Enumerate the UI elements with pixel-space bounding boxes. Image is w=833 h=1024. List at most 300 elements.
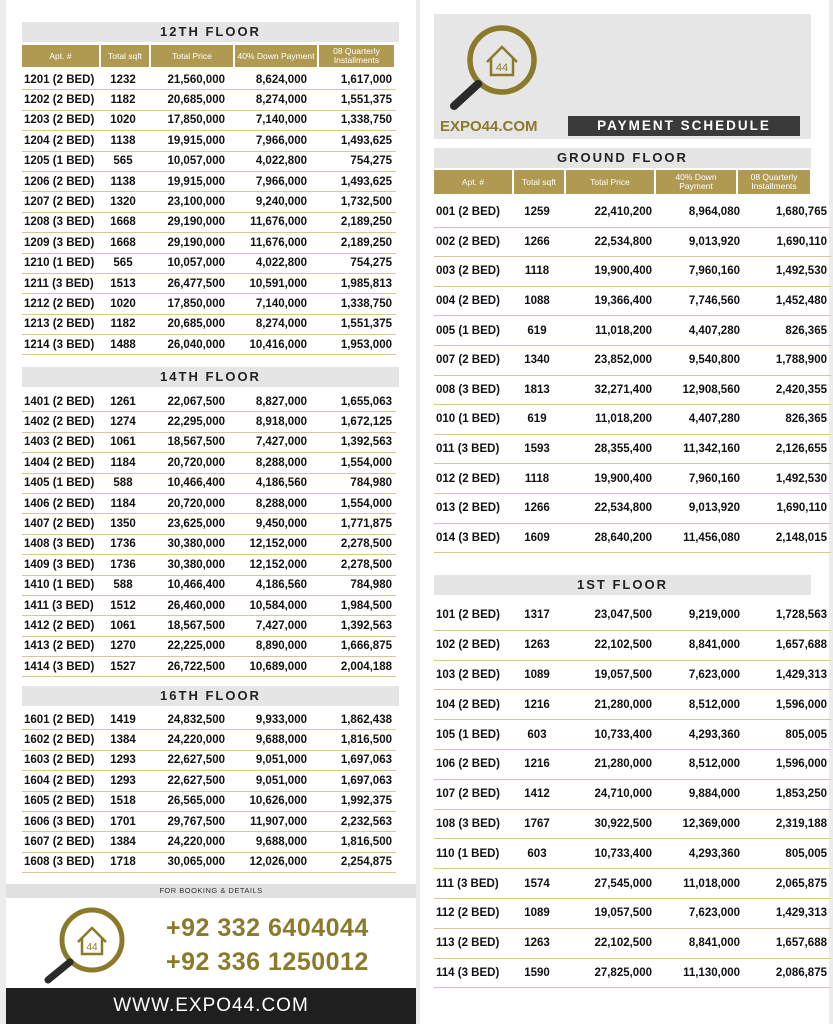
total-sqft-cell: 1266	[524, 502, 550, 515]
quarterly-installment-cell: 2,278,500	[340, 558, 392, 571]
apt-number-cell: 110 (1 BED)	[436, 847, 500, 860]
apt-number-cell: 1206 (2 BED)	[24, 175, 95, 188]
table-row	[434, 869, 831, 899]
total-sqft-cell: 1263	[524, 639, 550, 652]
quarterly-installment-cell: 805,005	[785, 847, 827, 860]
total-price-cell: 22,410,200	[594, 206, 652, 219]
quarterly-installment-cell: 754,275	[350, 257, 392, 270]
down-payment-cell: 7,966,000	[255, 134, 307, 147]
table-row	[434, 376, 831, 406]
table-row	[22, 90, 396, 110]
total-sqft-cell: 1263	[524, 937, 550, 950]
quarterly-installment-cell: 1,816,500	[340, 734, 392, 747]
quarterly-installment-cell: 1,551,375	[340, 318, 392, 331]
table-row	[434, 959, 831, 989]
phone-number-1[interactable]: +92 332 6404044	[166, 914, 369, 942]
total-sqft-cell: 588	[113, 579, 133, 592]
down-payment-cell: 8,964,080	[688, 206, 740, 219]
table-row	[22, 853, 396, 873]
total-sqft-cell: 1138	[110, 175, 136, 188]
total-sqft-cell: 1270	[110, 640, 136, 653]
down-payment-cell: 11,456,080	[683, 531, 740, 544]
apt-number-cell: 1410 (1 BED)	[24, 579, 95, 592]
table-row	[22, 576, 396, 596]
apt-number-cell: 014 (3 BED)	[436, 531, 500, 544]
total-sqft-cell: 1089	[524, 907, 550, 920]
total-price-cell: 20,685,000	[167, 94, 225, 107]
header-total-price: Total Price	[566, 170, 654, 194]
total-sqft-cell: 1419	[110, 713, 136, 726]
svg-text:44: 44	[495, 62, 509, 74]
apt-number-cell: 112 (2 BED)	[436, 907, 500, 920]
apt-number-cell: 104 (2 BED)	[436, 698, 500, 711]
total-sqft-cell: 1350	[110, 518, 136, 531]
table-row	[434, 601, 831, 631]
quarterly-installment-cell: 1,984,500	[340, 599, 392, 612]
table-row	[22, 213, 396, 233]
down-payment-cell: 7,960,160	[688, 472, 740, 485]
table-row	[434, 929, 831, 959]
total-sqft-cell: 1182	[110, 318, 136, 331]
apt-number-cell: 111 (3 BED)	[436, 877, 499, 890]
total-sqft-cell: 1061	[110, 436, 136, 449]
apt-number-cell: 1212 (2 BED)	[24, 297, 95, 310]
floor-title-12th: 12TH FLOOR	[22, 22, 399, 42]
quarterly-installment-cell: 2,278,500	[340, 538, 392, 551]
total-price-cell: 21,280,000	[594, 698, 652, 711]
quarterly-installment-cell: 1,697,063	[340, 754, 392, 767]
total-sqft-cell: 1266	[524, 235, 550, 248]
total-sqft-cell: 565	[113, 257, 133, 270]
apt-number-cell: 008 (3 BED)	[436, 383, 500, 396]
total-sqft-cell: 1118	[524, 265, 550, 278]
quarterly-installment-cell: 1,862,438	[340, 713, 392, 726]
table-row	[434, 524, 831, 554]
total-sqft-cell: 588	[113, 477, 133, 490]
down-payment-cell: 4,293,360	[688, 728, 740, 741]
table-row	[22, 596, 396, 616]
apt-number-cell: 1405 (1 BED)	[24, 477, 95, 490]
apt-number-cell: 011 (3 BED)	[436, 443, 500, 456]
total-sqft-cell: 1590	[524, 966, 550, 979]
total-price-cell: 24,710,000	[594, 788, 652, 801]
down-payment-cell: 10,416,000	[249, 338, 307, 351]
total-sqft-cell: 1259	[524, 206, 550, 219]
apt-number-cell: 1607 (2 BED)	[24, 836, 95, 849]
apt-number-cell: 101 (2 BED)	[436, 609, 500, 622]
apt-number-cell: 1605 (2 BED)	[24, 795, 95, 808]
apt-number-cell: 003 (2 BED)	[436, 265, 500, 278]
down-payment-cell: 8,890,000	[255, 640, 307, 653]
apt-number-cell: 1414 (3 BED)	[24, 660, 95, 673]
total-price-cell: 23,100,000	[167, 196, 225, 209]
total-price-cell: 29,190,000	[167, 236, 225, 249]
total-sqft-cell: 1340	[524, 354, 550, 367]
total-sqft-cell: 1274	[110, 416, 136, 429]
quarterly-installment-cell: 1,392,563	[340, 619, 392, 632]
quarterly-installment-cell: 1,697,063	[340, 774, 392, 787]
apt-number-cell: 103 (2 BED)	[436, 668, 500, 681]
total-sqft-cell: 1088	[524, 295, 550, 308]
total-sqft-cell: 1182	[110, 94, 136, 107]
total-sqft-cell: 1138	[110, 134, 136, 147]
apt-number-cell: 113 (2 BED)	[436, 937, 500, 950]
table-row	[22, 172, 396, 192]
total-price-cell: 22,627,500	[167, 754, 225, 767]
down-payment-cell: 9,450,000	[255, 518, 307, 531]
total-sqft-cell: 1232	[110, 73, 136, 86]
apt-number-cell: 1409 (3 BED)	[24, 558, 95, 571]
total-price-cell: 20,720,000	[167, 497, 225, 510]
website-link[interactable]: WWW.EXPO44.COM	[6, 988, 416, 1024]
total-price-cell: 22,534,800	[594, 235, 652, 248]
phone-number-2[interactable]: +92 336 1250012	[166, 948, 369, 976]
apt-number-cell: 002 (2 BED)	[436, 235, 500, 248]
down-payment-cell: 11,018,000	[683, 877, 740, 890]
apt-number-cell: 1203 (2 BED)	[24, 114, 95, 127]
down-payment-cell: 9,051,000	[255, 774, 307, 787]
table-row	[22, 392, 396, 412]
total-price-cell: 11,018,200	[595, 324, 652, 337]
total-sqft-cell: 1216	[524, 758, 550, 771]
total-price-cell: 22,295,000	[167, 416, 225, 429]
total-sqft-cell: 1813	[524, 383, 550, 396]
apt-number-cell: 1403 (2 BED)	[24, 436, 95, 449]
quarterly-installment-cell: 1,853,250	[775, 788, 827, 801]
total-price-cell: 19,057,500	[594, 907, 652, 920]
table-row	[22, 514, 396, 534]
header-installments: 08 Quarterly Installments	[738, 170, 810, 194]
down-payment-cell: 11,676,000	[250, 216, 307, 229]
total-sqft-cell: 1593	[524, 443, 550, 456]
table-row	[22, 233, 396, 253]
quarterly-installment-cell: 1,771,875	[340, 518, 392, 531]
floor-title-1st: 1ST FLOOR	[434, 575, 811, 595]
table-row	[434, 720, 831, 750]
table-row	[22, 335, 396, 355]
total-price-cell: 19,900,400	[594, 265, 652, 278]
apt-number-cell: 004 (2 BED)	[436, 295, 500, 308]
table-row	[434, 257, 831, 287]
quarterly-installment-cell: 1,429,313	[775, 907, 827, 920]
total-price-cell: 30,065,000	[167, 856, 225, 869]
total-sqft-cell: 1736	[110, 538, 136, 551]
quarterly-installment-cell: 2,189,250	[340, 236, 392, 249]
quarterly-installment-cell: 2,065,875	[775, 877, 827, 890]
total-sqft-cell: 1061	[110, 619, 136, 632]
table-row	[22, 771, 396, 791]
total-price-cell: 27,545,000	[594, 877, 652, 890]
total-price-cell: 24,832,500	[167, 713, 225, 726]
table-row	[22, 474, 396, 494]
down-payment-cell: 12,152,000	[249, 538, 307, 551]
total-price-cell: 10,466,400	[167, 477, 225, 490]
quarterly-installment-cell: 1,554,000	[340, 456, 392, 469]
down-payment-cell: 12,908,560	[682, 383, 740, 396]
quarterly-installment-cell: 1,492,530	[775, 472, 827, 485]
total-sqft-cell: 603	[527, 728, 547, 741]
down-payment-cell: 9,240,000	[255, 196, 307, 209]
table-row	[22, 152, 396, 172]
table-row	[22, 494, 396, 514]
quarterly-installment-cell: 826,365	[785, 413, 827, 426]
total-sqft-cell: 1574	[524, 877, 550, 890]
table-row	[434, 198, 831, 228]
down-payment-cell: 8,288,000	[255, 456, 307, 469]
rows-12th-floor	[22, 70, 396, 355]
total-price-cell: 30,380,000	[167, 538, 225, 551]
table-row	[434, 810, 831, 840]
table-header-12th	[22, 45, 394, 67]
down-payment-cell: 7,427,000	[255, 436, 307, 449]
down-payment-cell: 10,626,000	[249, 795, 307, 808]
down-payment-cell: 7,140,000	[255, 114, 307, 127]
total-price-cell: 11,018,200	[595, 413, 652, 426]
quarterly-installment-cell: 784,980	[350, 477, 392, 490]
table-row	[22, 70, 396, 90]
table-row	[434, 435, 831, 465]
total-sqft-cell: 619	[527, 324, 547, 337]
table-row	[434, 690, 831, 720]
total-price-cell: 19,057,500	[594, 668, 652, 681]
down-payment-cell: 12,369,000	[682, 817, 740, 830]
right-price-list	[420, 0, 829, 1024]
apt-number-cell: 1407 (2 BED)	[24, 518, 95, 531]
total-sqft-cell: 1089	[524, 668, 550, 681]
header-apt: Apt. #	[434, 170, 512, 194]
quarterly-installment-cell: 1,554,000	[340, 497, 392, 510]
apt-number-cell: 1208 (3 BED)	[24, 216, 95, 229]
total-sqft-cell: 1320	[110, 196, 136, 209]
total-sqft-cell: 1293	[110, 774, 136, 787]
total-price-cell: 21,560,000	[167, 73, 225, 86]
table-row	[434, 839, 831, 869]
quarterly-installment-cell: 2,232,563	[340, 815, 392, 828]
down-payment-cell: 9,540,800	[688, 354, 740, 367]
quarterly-installment-cell: 1,985,813	[340, 277, 392, 290]
total-sqft-cell: 1518	[110, 795, 136, 808]
down-payment-cell: 11,342,160	[683, 443, 740, 456]
down-payment-cell: 4,293,360	[688, 847, 740, 860]
table-row	[22, 433, 396, 453]
total-price-cell: 22,102,500	[594, 937, 652, 950]
rows-14th-floor	[22, 392, 396, 677]
table-row	[22, 111, 396, 131]
total-price-cell: 10,733,400	[594, 728, 652, 741]
quarterly-installment-cell: 1,452,480	[775, 295, 827, 308]
header-down-payment: 40% Down Payment	[235, 45, 317, 67]
header-down-payment: 40% Down Payment	[656, 170, 736, 194]
total-price-cell: 22,225,000	[167, 640, 225, 653]
table-row	[22, 294, 396, 314]
quarterly-installment-cell: 784,980	[350, 579, 392, 592]
quarterly-installment-cell: 1,666,875	[340, 640, 392, 653]
total-price-cell: 26,040,000	[167, 338, 225, 351]
rows-1st-floor	[434, 601, 831, 988]
apt-number-cell: 1602 (2 BED)	[24, 734, 95, 747]
total-price-cell: 19,366,400	[594, 295, 652, 308]
down-payment-cell: 7,623,000	[688, 668, 740, 681]
total-sqft-cell: 1701	[110, 815, 136, 828]
table-row	[22, 412, 396, 432]
total-sqft-cell: 1488	[110, 338, 136, 351]
down-payment-cell: 8,274,000	[255, 318, 307, 331]
total-sqft-cell: 1527	[110, 660, 136, 673]
apt-number-cell: 108 (3 BED)	[436, 817, 500, 830]
apt-number-cell: 005 (1 BED)	[436, 324, 500, 337]
total-price-cell: 32,271,400	[594, 383, 652, 396]
total-price-cell: 29,190,000	[167, 216, 225, 229]
apt-number-cell: 1213 (2 BED)	[24, 318, 95, 331]
header-installments: 08 Quarterly Installments	[319, 45, 394, 67]
total-price-cell: 23,047,500	[594, 609, 652, 622]
down-payment-cell: 11,676,000	[250, 236, 307, 249]
down-payment-cell: 8,512,000	[688, 698, 740, 711]
apt-number-cell: 1205 (1 BED)	[24, 155, 95, 168]
down-payment-cell: 9,051,000	[255, 754, 307, 767]
svg-text:44: 44	[86, 942, 98, 953]
quarterly-installment-cell: 1,690,110	[776, 235, 827, 248]
total-price-cell: 10,057,000	[167, 155, 225, 168]
apt-number-cell: 1201 (2 BED)	[24, 73, 95, 86]
quarterly-installment-cell: 1,492,530	[775, 265, 827, 278]
total-price-cell: 22,534,800	[594, 502, 652, 515]
apt-number-cell: 1204 (2 BED)	[24, 134, 95, 147]
quarterly-installment-cell: 2,254,875	[340, 856, 392, 869]
down-payment-cell: 12,026,000	[249, 856, 307, 869]
total-sqft-cell: 619	[527, 413, 547, 426]
total-price-cell: 10,733,400	[594, 847, 652, 860]
total-sqft-cell: 1317	[524, 609, 550, 622]
quarterly-installment-cell: 805,005	[785, 728, 827, 741]
total-price-cell: 22,102,500	[594, 639, 652, 652]
table-row	[22, 274, 396, 294]
apt-number-cell: 1601 (2 BED)	[24, 713, 95, 726]
total-sqft-cell: 1184	[110, 497, 136, 510]
total-sqft-cell: 1668	[110, 236, 136, 249]
down-payment-cell: 10,591,000	[249, 277, 307, 290]
apt-number-cell: 107 (2 BED)	[436, 788, 500, 801]
down-payment-cell: 11,130,000	[683, 966, 740, 979]
quarterly-installment-cell: 2,319,188	[775, 817, 827, 830]
total-price-cell: 20,720,000	[167, 456, 225, 469]
down-payment-cell: 4,186,560	[255, 477, 307, 490]
header-sqft: Total sqft	[101, 45, 149, 67]
down-payment-cell: 12,152,000	[249, 558, 307, 571]
total-price-cell: 27,825,000	[594, 966, 652, 979]
quarterly-installment-cell: 1,392,563	[340, 436, 392, 449]
quarterly-installment-cell: 1,788,900	[775, 354, 827, 367]
total-price-cell: 22,067,500	[167, 395, 225, 408]
total-price-cell: 24,220,000	[167, 734, 225, 747]
apt-number-cell: 1210 (1 BED)	[24, 257, 95, 270]
down-payment-cell: 7,966,000	[255, 175, 307, 188]
total-sqft-cell: 1020	[110, 114, 136, 127]
total-sqft-cell: 1261	[110, 395, 136, 408]
down-payment-cell: 9,013,920	[688, 235, 740, 248]
table-header-ground	[434, 170, 810, 194]
down-payment-cell: 8,288,000	[255, 497, 307, 510]
floor-title-16th: 16TH FLOOR	[22, 686, 399, 706]
total-price-cell: 24,220,000	[167, 836, 225, 849]
down-payment-cell: 11,907,000	[250, 815, 307, 828]
apt-number-cell: 1408 (3 BED)	[24, 538, 95, 551]
down-payment-cell: 8,624,000	[255, 73, 307, 86]
apt-number-cell: 1211 (3 BED)	[24, 277, 94, 290]
quarterly-installment-cell: 1,728,563	[775, 609, 827, 622]
total-price-cell: 19,915,000	[167, 175, 225, 188]
quarterly-installment-cell: 1,493,625	[340, 175, 392, 188]
total-sqft-cell: 1513	[110, 277, 136, 290]
quarterly-installment-cell: 1,429,313	[775, 668, 827, 681]
table-row	[22, 751, 396, 771]
down-payment-cell: 9,688,000	[255, 836, 307, 849]
apt-number-cell: 1202 (2 BED)	[24, 94, 95, 107]
total-price-cell: 23,625,000	[167, 518, 225, 531]
down-payment-cell: 10,689,000	[249, 660, 307, 673]
quarterly-installment-cell: 2,086,875	[775, 966, 827, 979]
table-row	[22, 792, 396, 812]
table-row	[22, 315, 396, 335]
quarterly-installment-cell: 1,657,688	[775, 937, 827, 950]
quarterly-installment-cell: 2,420,355	[775, 383, 827, 396]
total-price-cell: 26,722,500	[167, 660, 225, 673]
apt-number-cell: 1214 (3 BED)	[24, 338, 95, 351]
down-payment-cell: 8,918,000	[255, 416, 307, 429]
down-payment-cell: 8,841,000	[688, 639, 740, 652]
down-payment-cell: 9,219,000	[688, 609, 740, 622]
total-sqft-cell: 1718	[110, 856, 136, 869]
table-row	[434, 405, 831, 435]
total-price-cell: 18,567,500	[167, 619, 225, 632]
down-payment-cell: 9,933,000	[255, 713, 307, 726]
quarterly-installment-cell: 1,992,375	[340, 795, 392, 808]
table-row	[434, 228, 831, 258]
total-sqft-cell: 1512	[110, 599, 136, 612]
table-row	[22, 730, 396, 750]
table-row	[434, 287, 831, 317]
total-sqft-cell: 1118	[524, 472, 550, 485]
total-sqft-cell: 1412	[524, 788, 550, 801]
table-row	[22, 832, 396, 852]
down-payment-cell: 8,512,000	[688, 758, 740, 771]
table-row	[434, 316, 831, 346]
down-payment-cell: 4,407,280	[688, 413, 740, 426]
apt-number-cell: 114 (3 BED)	[436, 966, 500, 979]
total-price-cell: 19,900,400	[594, 472, 652, 485]
total-price-cell: 20,685,000	[167, 318, 225, 331]
table-row	[22, 453, 396, 473]
table-row	[434, 494, 831, 524]
quarterly-installment-cell: 2,004,188	[340, 660, 392, 673]
quarterly-installment-cell: 1,617,000	[340, 73, 392, 86]
expo44-logo-icon	[444, 20, 544, 117]
total-sqft-cell: 1020	[110, 297, 136, 310]
total-sqft-cell: 565	[113, 155, 133, 168]
total-price-cell: 30,922,500	[594, 817, 652, 830]
floor-title-ground: GROUND FLOOR	[434, 148, 811, 168]
total-price-cell: 23,852,000	[594, 354, 652, 367]
quarterly-installment-cell: 1,493,625	[340, 134, 392, 147]
quarterly-installment-cell: 1,596,000	[775, 698, 827, 711]
total-price-cell: 29,767,500	[167, 815, 225, 828]
floor-title-14th: 14TH FLOOR	[22, 367, 399, 387]
apt-number-cell: 106 (2 BED)	[436, 758, 500, 771]
apt-number-cell: 1404 (2 BED)	[24, 456, 95, 469]
quarterly-installment-cell: 754,275	[350, 155, 392, 168]
total-sqft-cell: 1293	[110, 754, 136, 767]
table-row	[434, 631, 831, 661]
